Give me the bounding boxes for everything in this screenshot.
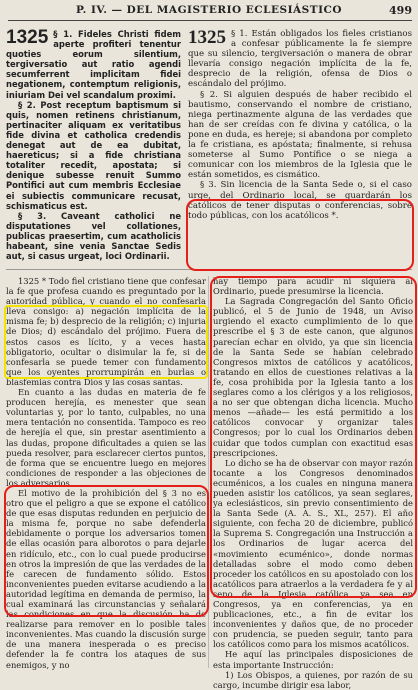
spanish-paragraph-1: § 1. Están obligados los fieles cristianos a confesar públicamente la fe siempre que su silencio, tergiversación o manera de obrar llevaría consigo negación implícita de la fe, desprecio de la religión, ofensa de Dios o escándalo del prójimo. (188, 29, 412, 90)
commentary-left-paragraph-1: 1325 * Todo fiel cristiano tiene que confesar la fe que profesa cuando es preguntado por la autoridad pública, y cuando el no confesarla lleva consigo: a) negación implícita de la misma fe; b) desprecio de la religión; c) injuria de Dios; d) escándalo del prójimo. Fuera de estos casos es lícito, y a veces hasta obligatorio, ocultar o disimular la fe, si de confesarla se puede temer con fundamento que los oyentes prorrumpirán en burlas o blasfemias contra Dios y las cosas santas. (6, 276, 206, 387)
spanish-paragraph-3: § 3. Sin licencia de la Santa Sede o, si el caso urge, del Ordinario local, se guardarán los católicos de tener disputas o conferencias, sobre todo públicas, con los acatólicos *. (188, 180, 412, 221)
highlight-red-commentary-right (210, 276, 417, 598)
commentary-right-paragraph-5: 1) Los Obispos, a quienes, por razón de su cargo, incumbe dirigir esa labor, (213, 669, 413, 690)
running-title: P. IV. — DEL MAGISTERIO ECLESIÁSTICO (76, 4, 342, 16)
running-header (0, 4, 418, 20)
commentary-right-paragraph-4: He aquí las principales disposiciones de esta importante Instrucción: (213, 649, 413, 670)
spanish-paragraph-2: § 2. Si alguien después de haber recibido el bautismo, conservando el nombre de cristiano, niega pertinazmente alguna de las verdades que han de ser creídas con fe divina y católica, o la pone en duda, es hereje; si abandona por completo la fe cristiana, es apóstata; finalmente, si rehusa someterse al Sumo Pontífice o se niega a comunicar con los miembros de la Iglesia que le están sometidos, es cismático. (188, 89, 412, 181)
header-rule (8, 20, 412, 21)
highlight-red-commentary-left (4, 485, 209, 617)
latin-paragraph-2: § 2. Post receptum baptismum si quis, nomen retinens christianum, pertinaciter aliquam ex veritatibus fide divina et catholica credendis denegat aut de ea dubitat, haereticus; si a fide christiana totaliter recedit, apostata; si denique subesse renuit Summo Pontifici aut cum membris Ecclesiae ei subiectis communicare recusat, schismaticus est. (6, 99, 181, 211)
page-number: 499 (389, 4, 412, 17)
canon-number-spanish: 1325 (188, 27, 226, 48)
latin-paragraph-1: § 1. Fideles Christi fidem aperte profiteri tenentur quoties eorum silentium, tergiversatio aut ratio agendi secumferrent implicitam fidei negationem, contemptum religionis, iniuriam Dei vel scandalum proximi. (6, 29, 181, 100)
commentary-right-paragraph-3: Lo dicho se ha de observar con mayor razón tocante a los Congresos denominados ecuménicos, a los cuales en ninguna manera pueden asistir los católicos, ya sean seglares, ya eclesiásticos, sin previo consentimiento de la Santa Sede (A. A. S., XL, 257). El año siguiente, con fecha 20 de diciembre, publicó la Suprema S. Congregación una Instrucción a los Ordinarios de lugar acerca del «movimiento ecuménico», donde normas detalladas sobre el modo como deben proceder los católicos en su apostolado con los acatólicos para atraerlos a la verdadera fe y al seno de la Iglesia católica, ya sea en Congresos, ya en conferencias, ya en publicaciones, etc., a fin de evitar los inconvenientes y daños que, de no proceder con prudencia, se pueden seguir, tanto para los católicos como para los mismos acatólicos. (213, 457, 413, 650)
commentary-right-paragraph-1: hay tiempo para acudir ni siquiera al Ordinario, puede presumirse la licencia. (213, 276, 413, 297)
commentary-left-paragraph-2: En cuanto a las dudas en materia de fe producen herejía, es menester que sean voluntarias y, por lo tanto, culpables, no una mera tentación no consentida. Tampoco es reo de herejía el que, sin prestar asentimiento a las dudas, propone dificultades a quien se las pueda resolver, para esclarecer ciertos puntos, de forma que se encuentre luego en mejores condiciones de responder a las objeciones de los adversarios. (6, 387, 206, 488)
latin-canon-column (6, 29, 181, 261)
canon-number-latin: 1325 (6, 27, 49, 48)
spanish-canon-column (188, 29, 412, 221)
latin-paragraph-3: § 3. Caveant catholici ne disputationes vel collationes, publicas praesertim, cum acatholicis habeant, sine venia Sanctae Sedis aut, si casus urgeat, loci Ordinarii. (6, 210, 181, 262)
commentary-right-paragraph-2: La Sagrada Congregación del Santo Oficio publicó, el 5 de Junio de 1948, un Aviso urgiendo el exacto cumplimiento de lo que prescribe el § 3 de este canon, que algunos parecían echar en olvido, ya que sin licencia de la Santa Sede se habían celebrado Congresos mixtos de católicos y acatólicos, tratando en ellos de cuestiones relativas a la fe, cosa prohibida por la Iglesia tanto a los seglares como a los clérigos y a los religiosos, a no ser que obtengan dicha licencia. Mucho menos —añade— les está permitido a los católicos convocar y organizar tales Congresos; por lo cual los Ordinarios deben cuidar que todos cumplan con exactitud esas prescripciones. (213, 296, 413, 458)
highlight-red-spanish-section3 (186, 199, 414, 271)
highlight-yellow-commentary (4, 305, 208, 379)
commentary-left-paragraph-3: El motivo de la prohibición del § 3 no es otro que el peligro a que se expone el católico de que esas disputas redunden en perjuicio de la misma fe, porque no sabe defenderla debidamente o porque los adversarios tomen de ellas ocasión para alborotos o para dejarle en ridículo, etc., con lo cual puede producirse en otros la impresión de que las verdades de la fe carecen de fundamento sólido. Estos inconvenientes pueden evitarse acudiendo a la autoridad legítima en demanda de permiso, la cual examinará las circunstancias y señalará las condiciones en que la discusión ha de realizarse para remover en lo posible tales inconvenientes. Mas cuando la discusión surge de una manera inesperada o es preciso defender la fe contra los ataques de sus enemigos, y no (6, 487, 206, 670)
